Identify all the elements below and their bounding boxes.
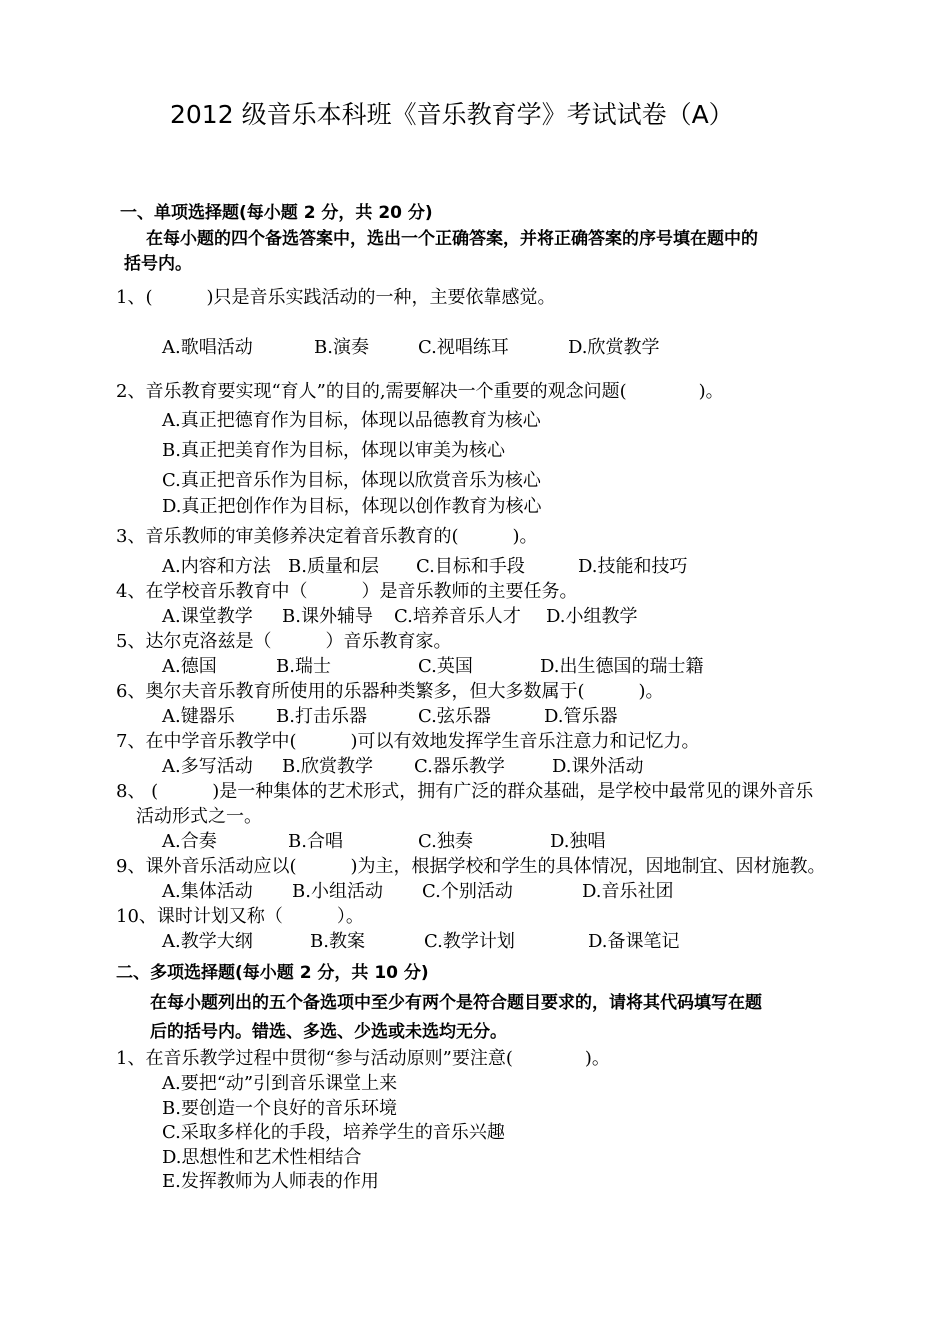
- question-1-stem: 1、( )只是音乐实践活动的一种，主要依靠感觉。: [116, 287, 556, 308]
- q1-option-a: A.歌唱活动: [162, 337, 253, 358]
- q1-option-b: B.演奏: [314, 337, 369, 358]
- question-9-stem: 9、课外音乐活动应以( )为主，根据学校和学生的具体情况，因地制宜、因材施教。: [116, 856, 826, 877]
- question-5-stem: 5、达尔克洛兹是（ ）音乐教育家。: [116, 631, 452, 652]
- q5-option-c: C.英国: [418, 656, 473, 677]
- multi-question-1-stem: 1、在音乐教学过程中贯彻“参与活动原则”要注意( )。: [116, 1048, 610, 1069]
- mq1-option-d: D.思想性和艺术性相结合: [162, 1147, 362, 1168]
- q5-option-d: D.出生德国的瑞士籍: [540, 656, 704, 677]
- q2-option-d: D.真正把创作作为目标，体现以创作教育为核心: [162, 496, 542, 517]
- q7-option-b: B.欣赏教学: [282, 756, 373, 777]
- q4-option-d: D.小组教学: [546, 606, 638, 627]
- q9-option-b: B.小组活动: [292, 881, 383, 902]
- mq1-option-a: A.要把“动”引到音乐课堂上来: [162, 1073, 398, 1094]
- q8-option-d: D.独唱: [550, 831, 606, 852]
- question-8-stem-cont: 活动形式之一。: [136, 806, 262, 827]
- question-8-stem: 8、 ( )是一种集体的艺术形式，拥有广泛的群众基础，是学校中最常见的课外音乐: [116, 781, 814, 802]
- q6-option-d: D.管乐器: [544, 706, 618, 727]
- q3-option-b: B.质量和层: [288, 556, 379, 577]
- q8-option-c: C.独奏: [418, 831, 473, 852]
- section1-instructions-cont: 括号内。: [124, 254, 192, 274]
- q5-option-b: B.瑞士: [276, 656, 331, 677]
- section1-instructions: 在每小题的四个备选答案中，选出一个正确答案，并将正确答案的序号填在题中的: [146, 229, 758, 249]
- section2-instructions-cont: 后的括号内。错选、多选、少选或未选均无分。: [150, 1022, 507, 1042]
- q10-option-b: B.教案: [310, 931, 365, 952]
- section2-heading: 二、多项选择题(每小题 2 分，共 10 分): [116, 963, 429, 983]
- q10-option-d: D.备课笔记: [588, 931, 680, 952]
- q10-option-c: C.教学计划: [424, 931, 515, 952]
- question-6-stem: 6、奥尔夫音乐教育所使用的乐器种类繁多，但大多数属于( )。: [116, 681, 664, 702]
- q1-option-d: D.欣赏教学: [568, 337, 660, 358]
- q10-option-a: A.教学大纲: [162, 931, 253, 952]
- question-4-stem: 4、在学校音乐教育中（ ）是音乐教师的主要任务。: [116, 581, 578, 602]
- q7-option-c: C.器乐教学: [414, 756, 505, 777]
- q6-option-b: B.打击乐器: [276, 706, 367, 727]
- section1-heading: 一、单项选择题(每小题 2 分，共 20 分): [120, 203, 433, 223]
- exam-title: 2012 级音乐本科班《音乐教育学》考试试卷（A）: [170, 100, 734, 129]
- q7-option-a: A.多写活动: [162, 756, 253, 777]
- q9-option-d: D.音乐社团: [582, 881, 674, 902]
- q8-option-b: B.合唱: [288, 831, 343, 852]
- q9-option-a: A.集体活动: [162, 881, 253, 902]
- q3-option-c: C.目标和手段: [416, 556, 525, 577]
- question-2-stem: 2、音乐教育要实现“育人”的目的,需要解决一个重要的观念问题( )。: [116, 381, 724, 402]
- q1-option-c: C.视唱练耳: [418, 337, 509, 358]
- question-3-stem: 3、音乐教师的审美修养决定着音乐教育的( )。: [116, 526, 538, 547]
- section2-instructions: 在每小题列出的五个备选项中至少有两个是符合题目要求的，请将其代码填写在题: [150, 993, 762, 1013]
- q3-option-a: A.内容和方法: [162, 556, 271, 577]
- q6-option-a: A.键器乐: [162, 706, 235, 727]
- q5-option-a: A.德国: [162, 656, 217, 677]
- q9-option-c: C.个别活动: [422, 881, 513, 902]
- q4-option-b: B.课外辅导: [282, 606, 373, 627]
- q7-option-d: D.课外活动: [552, 756, 644, 777]
- q4-option-c: C.培养音乐人才: [394, 606, 521, 627]
- q4-option-a: A.课堂教学: [162, 606, 253, 627]
- q2-option-c: C.真正把音乐作为目标，体现以欣赏音乐为核心: [162, 470, 541, 491]
- mq1-option-b: B.要创造一个良好的音乐环境: [162, 1098, 397, 1119]
- q8-option-a: A.合奏: [162, 831, 217, 852]
- mq1-option-e: E.发挥教师为人师表的作用: [162, 1171, 379, 1192]
- q3-option-d: D.技能和技巧: [578, 556, 688, 577]
- q6-option-c: C.弦乐器: [418, 706, 491, 727]
- question-10-stem: 10、课时计划又称（ ）。: [116, 906, 364, 927]
- mq1-option-c: C.采取多样化的手段，培养学生的音乐兴趣: [162, 1122, 505, 1143]
- q2-option-a: A.真正把德育作为目标，体现以品德教育为核心: [162, 410, 541, 431]
- question-7-stem: 7、在中学音乐教学中( )可以有效地发挥学生音乐注意力和记忆力。: [116, 731, 700, 752]
- q2-option-b: B.真正把美育作为目标，体现以审美为核心: [162, 440, 505, 461]
